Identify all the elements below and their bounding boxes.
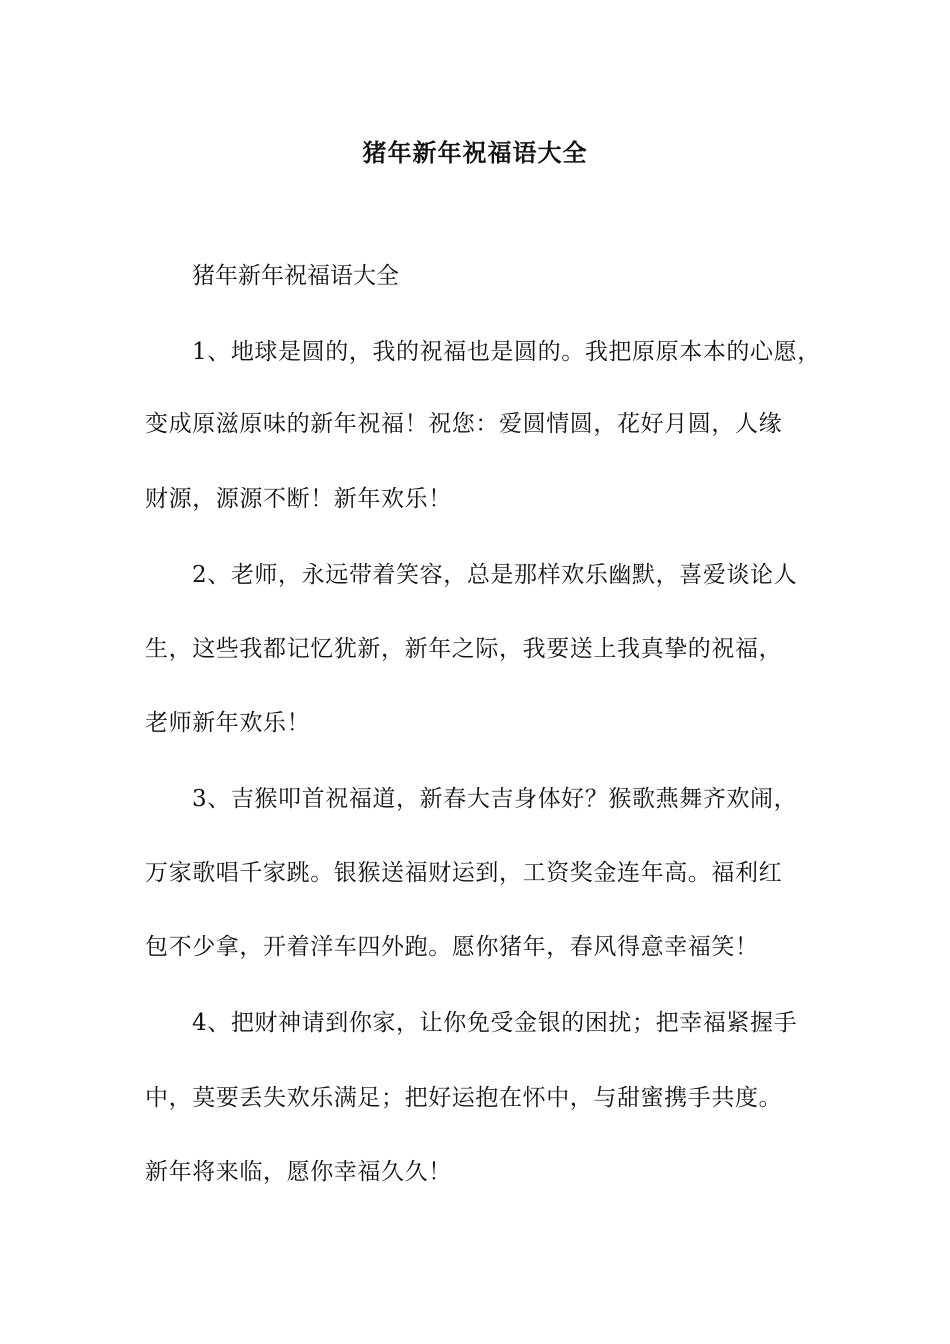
paragraph-3-line-2: 万家歌唱千家跳。银猴送福财运到，工资奖金连年高。福利红 [145, 860, 783, 886]
paragraph-2-line-3: 老师新年欢乐！ [145, 710, 311, 736]
document-title: 猪年新年祝福语大全 [362, 138, 588, 167]
paragraph-1-line-3: 财源，源源不断！新年欢乐！ [145, 486, 452, 512]
paragraph-4-line-2: 中，莫要丢失欢乐满足；把好运抱在怀中，与甜蜜携手共度。 [145, 1085, 783, 1111]
paragraph-2-line-1: 2、老师，永远带着笑容，总是那样欢乐幽默，喜爱谈论人 [192, 562, 798, 588]
paragraph-4-line-3: 新年将来临，愿你幸福久久！ [145, 1159, 452, 1185]
paragraph-3-line-1: 3、吉猴叩首祝福道，新春大吉身体好？猴歌燕舞齐欢闹， [192, 786, 798, 812]
paragraph-1-line-1: 1、地球是圆的，我的祝福也是圆的。我把原原本本的心愿， [192, 339, 821, 365]
paragraph-3-line-3: 包不少拿，开着洋车四外跑。愿你猪年，春风得意幸福笑！ [145, 934, 759, 960]
document-subtitle: 猪年新年祝福语大全 [192, 263, 399, 289]
paragraph-2-line-2: 生，这些我都记忆犹新，新年之际，我要送上我真挚的祝福， [145, 636, 783, 662]
paragraph-4-line-1: 4、把财神请到你家，让你免受金银的困扰；把幸福紧握手 [192, 1010, 798, 1036]
paragraph-1-line-2: 变成原滋原味的新年祝福！祝您：爱圆情圆，花好月圆，人缘 [145, 411, 783, 437]
